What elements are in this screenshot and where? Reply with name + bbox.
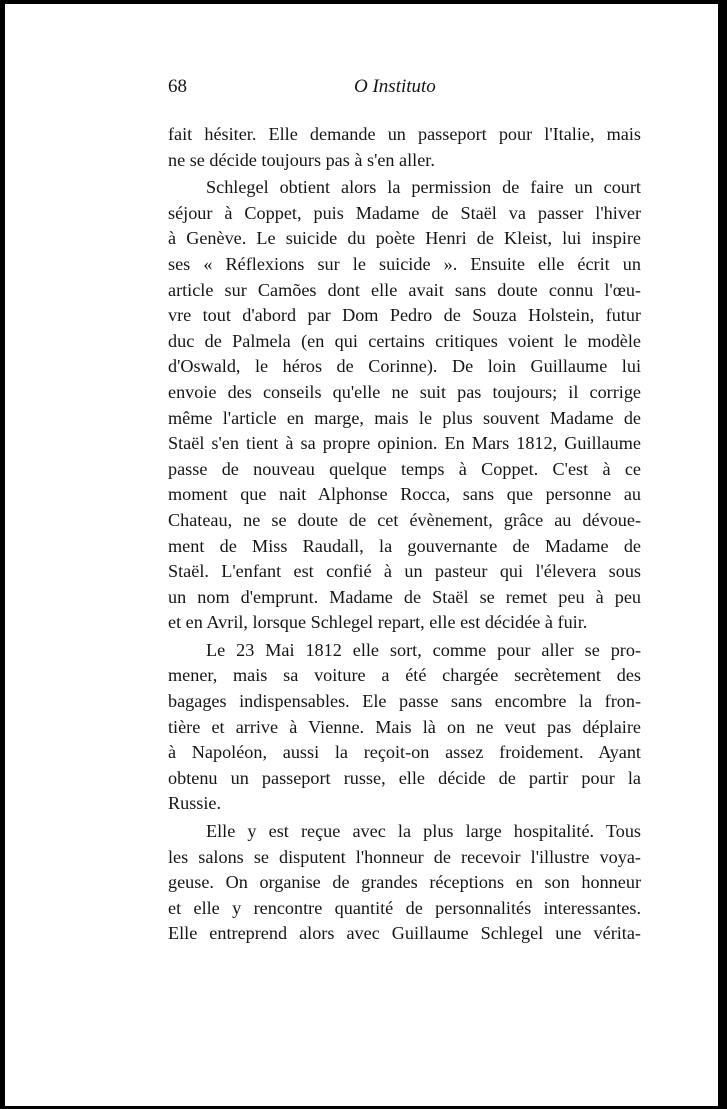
- text-line: Staël. L'enfant est confié à un pasteur qui l'élevera sous: [168, 561, 641, 582]
- text-line: un nom d'emprunt. Madame de Staël se remet peu à peu: [168, 586, 641, 607]
- text-line: geuse. On organise de grandes réceptions en son honneur: [168, 872, 641, 893]
- text-line: même l'article en marge, mais le plus souvent Madame de: [168, 407, 641, 428]
- text-line: ses « Réflexions sur le suicide ». Ensuite elle écrit un: [168, 253, 641, 274]
- paragraph: [168, 638, 641, 817]
- text-line: d'Oswald, le héros de Corinne). De loin Guillaume lui: [168, 356, 641, 377]
- text-line: et en Avril, lorsque Schlegel repart, elle est décidée à fuir.: [168, 612, 588, 633]
- text-line: Staël s'en tient à sa propre opinion. En Mars 1812, Guillaume: [168, 433, 641, 454]
- text-line: fait hésiter. Elle demande un passeport pour l'Italie, mais: [168, 124, 641, 144]
- text-line: Russie.: [168, 793, 222, 814]
- text-line: les salons se disputent l'honneur de recevoir l'illustre voya-: [168, 846, 641, 867]
- text-line: Chateau, ne se doute de cet évènement, grâce au dévoue-: [168, 509, 641, 530]
- text-line: et elle y rencontre quantité de personnalités interessantes.: [168, 897, 641, 918]
- text-line: séjour à Coppet, puis Madame de Staël va passer l'hiver: [168, 202, 641, 223]
- text-line: article sur Camões dont elle avait sans doute connu l'œu-: [168, 279, 641, 300]
- text-line: tière et arrive à Vienne. Mais là on ne veut pas déplaire: [168, 716, 641, 737]
- text-line: à Genève. Le suicide du poète Henri de Kleist, lui inspire: [168, 228, 641, 249]
- text-line: vre tout d'abord par Dom Pedro de Souza Holstein, futur: [168, 305, 641, 326]
- running-title: O Instituto: [354, 76, 436, 97]
- text-line: ne se décide toujours pas à s'en aller.: [168, 149, 435, 170]
- text-line: Schlegel obtient alors la permission de faire un court: [206, 177, 641, 198]
- text-line: Elle entreprend alors avec Guillaume Schlegel une vérita-: [168, 923, 641, 944]
- text-line: Le 23 Mai 1812 elle sort, comme pour aller se pro-: [206, 639, 641, 660]
- page-header: [168, 76, 641, 104]
- text-line: à Napoléon, aussi la reçoit-on assez froidement. Ayant: [168, 742, 641, 763]
- text-line: duc de Palmela (en qui certains critiques voient le modèle: [168, 330, 641, 351]
- text-line: Elle y est reçue avec la plus large hospitalité. Tous: [206, 821, 641, 842]
- page-number: 68: [168, 76, 187, 97]
- text-line: ment de Miss Raudall, la gouvernante de Madame de: [168, 535, 641, 556]
- text-line: moment que nait Alphonse Rocca, sans que personne au: [168, 484, 641, 505]
- paragraph: [168, 819, 641, 947]
- text-line: obtenu un passeport russe, elle décide de partir pour la: [168, 767, 641, 788]
- text-line: passe de nouveau quelque temps à Coppet. C'est à ce: [168, 458, 641, 479]
- text-line: mener, mais sa voiture a été chargée secrètement des: [168, 665, 641, 686]
- text-line: envoie des conseils qu'elle ne suit pas toujours; il corrige: [168, 381, 641, 402]
- body-text: [168, 122, 641, 947]
- paragraph: [168, 122, 641, 173]
- paragraph: [168, 175, 641, 636]
- text-line: bagages indispensables. Ele passe sans encombre la fron-: [168, 691, 641, 712]
